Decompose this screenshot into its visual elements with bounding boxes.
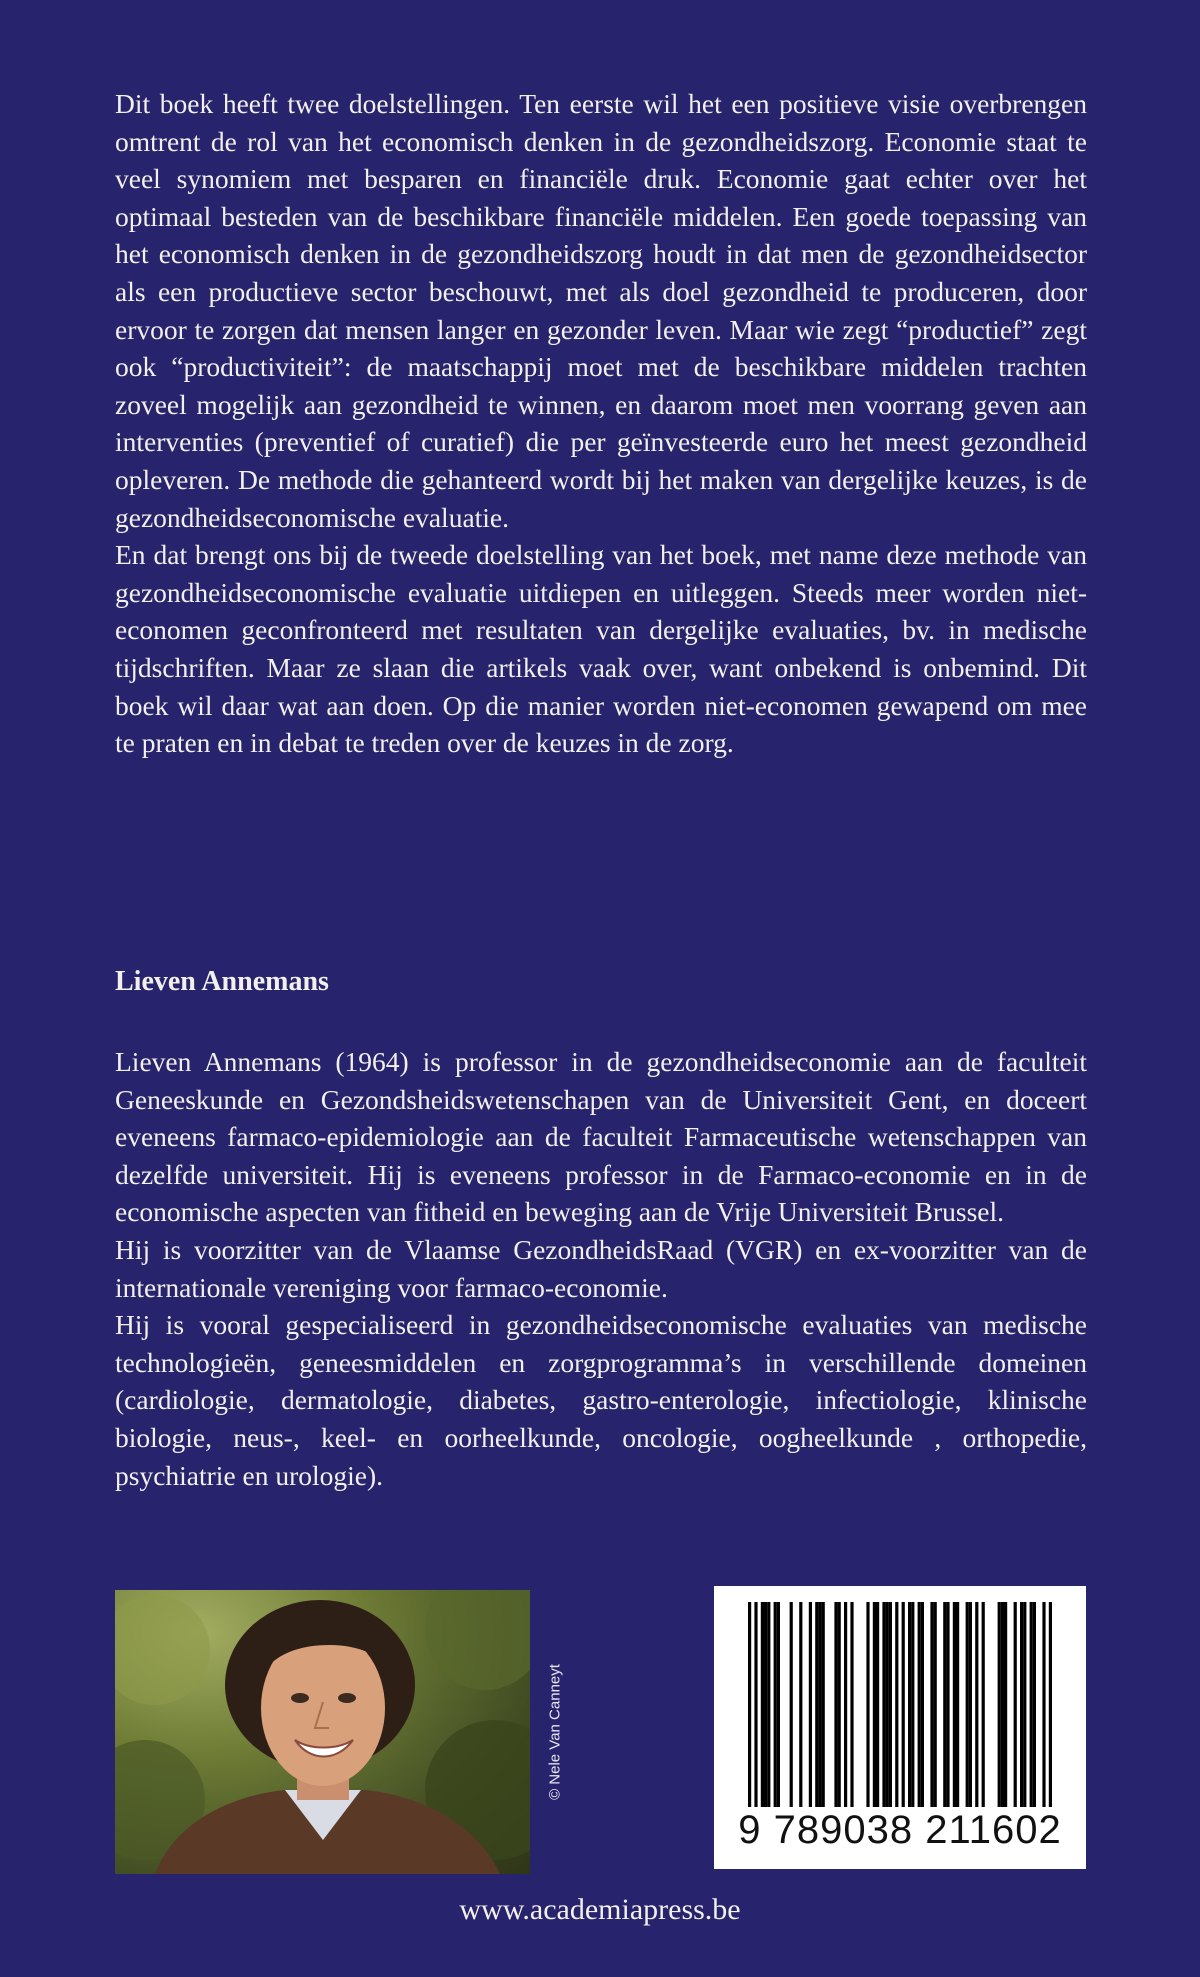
barcode-bar — [838, 1602, 841, 1807]
barcode-bar — [761, 1602, 764, 1807]
barcode-bar — [1020, 1602, 1023, 1807]
author-photo — [115, 1590, 530, 1874]
barcode-bar — [946, 1602, 949, 1807]
author-name-heading: Lieven Annemans — [115, 966, 329, 997]
barcode-bar — [1042, 1602, 1045, 1807]
barcode-bar — [754, 1602, 757, 1807]
barcode-bar — [777, 1602, 780, 1807]
intro-paragraph-1: Dit boek heeft twee doelstellingen. Ten eerste wil het een positieve visie overbrengen omtrent de rol van het economisch denken in de gezondheidszorg. Economie staat te veel synomiem met besparen en financiële druk. Economie gaat echter over het optimaal besteden van de beschikbare financiële middelen. Een goede toepassing van het economisch denken in de gezondheidszorg houdt in dat men de gezondheidsector als een productieve sector beschouwt, met als doel gezondheid te produceren, door ervoor te zorgen dat mensen langer en gezonder leven. Maar wie zegt “productief” zegt ook “productiviteit”: de maatschappij moet met de beschikbare middelen trachten zoveel mogelijk aan gezondheid te winnen, en daarom moet men voorrang geven aan interventies (preventief of curatief) die per geïnvesteerde euro het meest gezondheid opleveren. De methode die gehanteerd wordt bij het maken van dergelijke keuzes, is de gezondheidseconomische evaluatie. — [115, 88, 1087, 533]
barcode-bar — [815, 1602, 818, 1807]
barcode-bar — [764, 1602, 767, 1807]
publisher-website: www.academiapress.be — [459, 1893, 741, 1926]
barcode-bar — [882, 1602, 885, 1807]
barcode-bar — [790, 1602, 793, 1807]
intro-text — [115, 85, 1087, 762]
barcode-bar — [889, 1602, 892, 1807]
barcode-bar — [767, 1602, 770, 1807]
barcode-bar — [1030, 1602, 1033, 1807]
barcode-bar — [895, 1602, 898, 1807]
barcode-bar — [908, 1602, 911, 1807]
barcode-bar — [930, 1602, 933, 1807]
photo-credit-text: © Nele Van Canneyt — [546, 1664, 564, 1800]
barcode-bar — [818, 1602, 821, 1807]
barcode-bar — [918, 1602, 921, 1807]
barcode-bar — [934, 1602, 937, 1807]
isbn-digits: 9 789038 211602 — [738, 1808, 1062, 1852]
barcode-bar — [966, 1602, 969, 1807]
barcode-bar — [902, 1602, 905, 1807]
barcode-bar — [822, 1602, 825, 1807]
barcode-bar — [1023, 1602, 1026, 1807]
intro-paragraph-2: En dat brengt ons bij de tweede doelstelling van het boek, met name deze methode van gezondheidseconomische evaluatie uitdiepen en uitleggen. Steeds meer worden niet-economen geconfronteerd met resultaten van dergelijke evaluaties, bv. in medische tijdschriften. Maar ze slaan die artikels vaak over, want onbekend is onbemind. Dit boek wil daar wat aan doen. Op die manier worden niet-economen gewapend om mee te praten en in debat te treden over de keuzes in de zorg. — [115, 539, 1087, 759]
barcode-bar — [866, 1602, 869, 1807]
barcode-bar — [1033, 1602, 1036, 1807]
author-portrait-illustration — [115, 1590, 530, 1874]
barcode-bar — [921, 1602, 924, 1807]
barcode-bar — [844, 1602, 847, 1807]
barcode-bar — [998, 1602, 1001, 1807]
barcode-bar — [748, 1602, 751, 1807]
isbn-barcode — [714, 1586, 1086, 1869]
barcode-bar — [834, 1602, 837, 1807]
bio-paragraph-1: Lieven Annemans (1964) is professor in de gezondheidseconomie aan de faculteit Geneeskunde en Gezondsheidswetenschapen van de Universiteit Gent, en doceert eveneens farmaco-epidemiologie aan de faculteit Farmaceutische wetenschappen van dezelfde universiteit. Hij is eveneens professor in de Farmaco-economie en in de economische aspecten van fitheid en beweging aan de Vrije Universiteit Brussel. — [115, 1046, 1087, 1228]
barcode-bar — [982, 1602, 985, 1807]
barcode-bar — [886, 1602, 889, 1807]
barcode-bar — [873, 1602, 876, 1807]
barcode-bar — [1049, 1602, 1052, 1807]
barcode-bar — [850, 1602, 853, 1807]
author-bio — [115, 1043, 1087, 1494]
barcode-bar — [975, 1602, 978, 1807]
barcode-bar — [911, 1602, 914, 1807]
barcode-bar — [953, 1602, 956, 1807]
barcode-bar — [774, 1602, 777, 1807]
barcode-bar — [876, 1602, 879, 1807]
barcode-bar — [943, 1602, 946, 1807]
bio-paragraph-2: Hij is voorzitter van de Vlaamse GezondheidsRaad (VGR) en ex-voorzitter van de internationale vereniging voor farmaco-economie. — [115, 1233, 1087, 1303]
barcode-bar — [1004, 1602, 1007, 1807]
photo-credit — [537, 1590, 573, 1874]
barcode-bar — [1014, 1602, 1017, 1807]
barcode-bar — [809, 1602, 812, 1807]
bio-paragraph-3: Hij is vooral gespecialiseerd in gezondheidseconomische evaluaties van medische technologieën, geneesmiddelen en zorgprogramma’s in verschillende domeinen (cardiologie, dermatologie, diabetes, gastro-enterologie, infectiologie, klinische biologie, neus-, keel- en oorheelkunde, oncologie, oogheelkunde , orthopedie, psychiatrie en urologie). — [115, 1309, 1087, 1491]
barcode-bar — [969, 1602, 972, 1807]
barcode-bar — [799, 1602, 802, 1807]
barcode-bar — [956, 1602, 959, 1807]
barcode-bar — [1001, 1602, 1004, 1807]
